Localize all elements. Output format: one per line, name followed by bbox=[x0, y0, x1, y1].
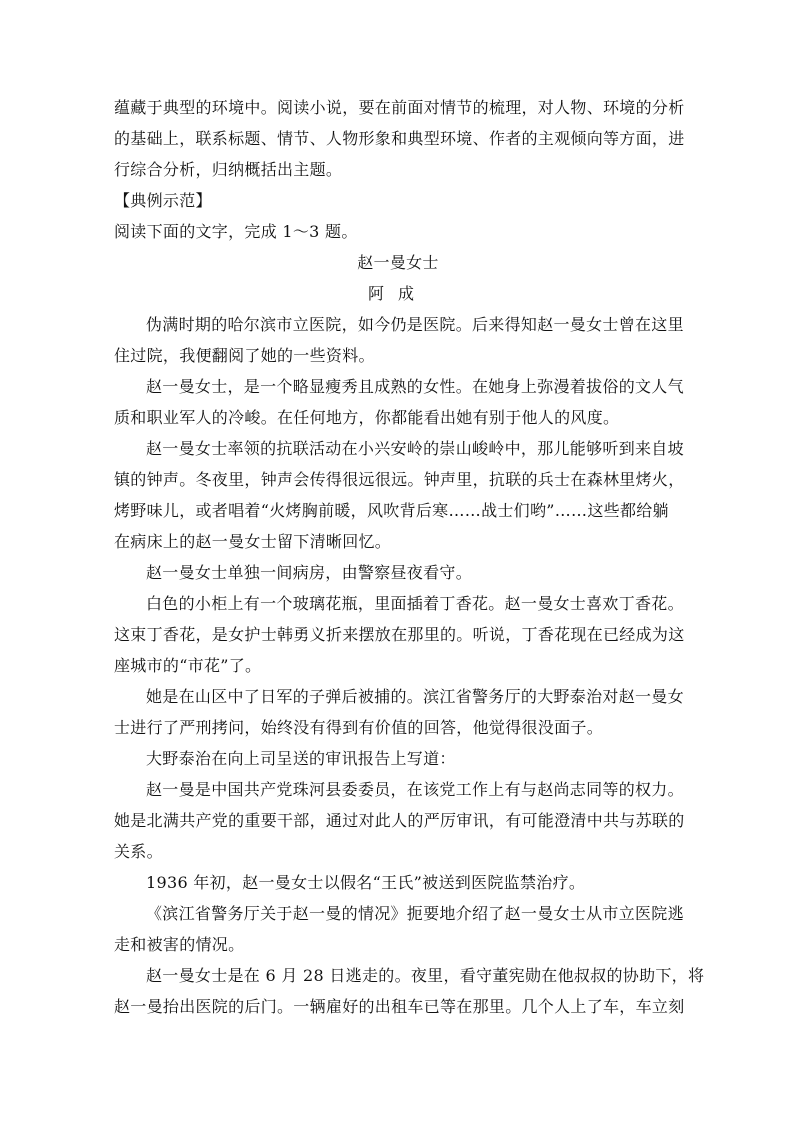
paragraph-line: 伪满时期的哈尔滨市立医院，如今仍是医院。后来得知赵一曼女士曾在这里 bbox=[146, 315, 684, 334]
paragraph-line: 赵一曼女士单独一间病房，由警察昼夜看守。 bbox=[146, 563, 473, 582]
paragraph-line: 在病床上的赵一曼女士留下清晰回忆。 bbox=[114, 532, 392, 551]
paragraph-line: 走和被害的情况。 bbox=[114, 935, 245, 954]
paragraph-line: 白色的小柜上有一个玻璃花瓶，里面插着丁香花。赵一曼女士喜欢丁香花。 bbox=[146, 594, 684, 613]
document-page bbox=[114, 92, 705, 1022]
paragraph-line: 赵一曼抬出医院的后门。一辆雇好的出租车已等在那里。几个人上了车，车立刻 bbox=[114, 997, 685, 1016]
body-line: 行综合分析，归纳概括出主题。 bbox=[114, 160, 343, 179]
paragraph-line: 住过院，我便翻阅了她的一些资料。 bbox=[114, 346, 375, 365]
paragraph-line: 烤野味儿，或者唱着“火烤胸前暖，风吹背后寒……战士们哟”……这些都给躺 bbox=[114, 501, 669, 520]
paragraph-line: 关系。 bbox=[114, 842, 163, 861]
paragraph-line: 赵一曼女士率领的抗联活动在小兴安岭的崇山峻岭中，那儿能够听到来自坡 bbox=[146, 439, 684, 458]
paragraph-line: 座城市的“市花”了。 bbox=[114, 656, 262, 675]
article-author: 阿成 bbox=[367, 284, 428, 303]
body-line: 蕴藏于典型的环境中。阅读小说，要在前面对情节的梳理，对人物、环境的分析 bbox=[114, 98, 685, 117]
paragraph-line: 这束丁香花，是女护士韩勇义折来摆放在那里的。听说，丁香花现在已经成为这 bbox=[114, 625, 685, 644]
paragraph-line: 她是在山区中了日军的子弹后被捕的。滨江省警务厅的大野泰治对赵一曼女 bbox=[146, 687, 684, 706]
section-heading: 【典例示范】 bbox=[114, 191, 212, 210]
paragraph-line: 1936 年初，赵一曼女士以假名“王氏”被送到医院监禁治疗。 bbox=[146, 873, 586, 892]
paragraph-line: 《滨江省警务厅关于赵一曼的情况》扼要地介绍了赵一曼女士从市立医院逃 bbox=[146, 904, 684, 923]
paragraph-line: 大野泰治在向上司呈送的审讯报告上写道： bbox=[146, 749, 456, 768]
paragraph-line: 赵一曼是中国共产党珠河县委委员，在该党工作上有与赵尚志同等的权力。 bbox=[146, 780, 684, 799]
paragraph-line: 她是北满共产党的重要干部，通过对此人的严厉审讯，有可能澄清中共与苏联的 bbox=[114, 811, 685, 830]
paragraph-line: 赵一曼女士，是一个略显瘦秀且成熟的女性。在她身上弥漫着拔俗的文人气 bbox=[146, 377, 684, 396]
body-line: 的基础上，联系标题、情节、人物形象和典型环境、作者的主观倾向等方面，进 bbox=[114, 129, 685, 148]
instruction-line: 阅读下面的文字，完成 1～3 题。 bbox=[114, 222, 358, 241]
paragraph-line: 镇的钟声。冬夜里，钟声会传得很远很远。钟声里，抗联的兵士在森林里烤火， bbox=[114, 470, 685, 489]
article-title: 赵一曼女士 bbox=[357, 253, 439, 272]
paragraph-line: 士进行了严刑拷问，始终没有得到有价值的回答，他觉得很没面子。 bbox=[114, 718, 604, 737]
paragraph-line: 质和职业军人的冷峻。在任何地方，你都能看出她有别于他人的风度。 bbox=[114, 408, 620, 427]
paragraph-line: 赵一曼女士是在 6 月 28 日逃走的。夜里，看守董宪勋在他叔叔的协助下，将 bbox=[146, 966, 705, 985]
